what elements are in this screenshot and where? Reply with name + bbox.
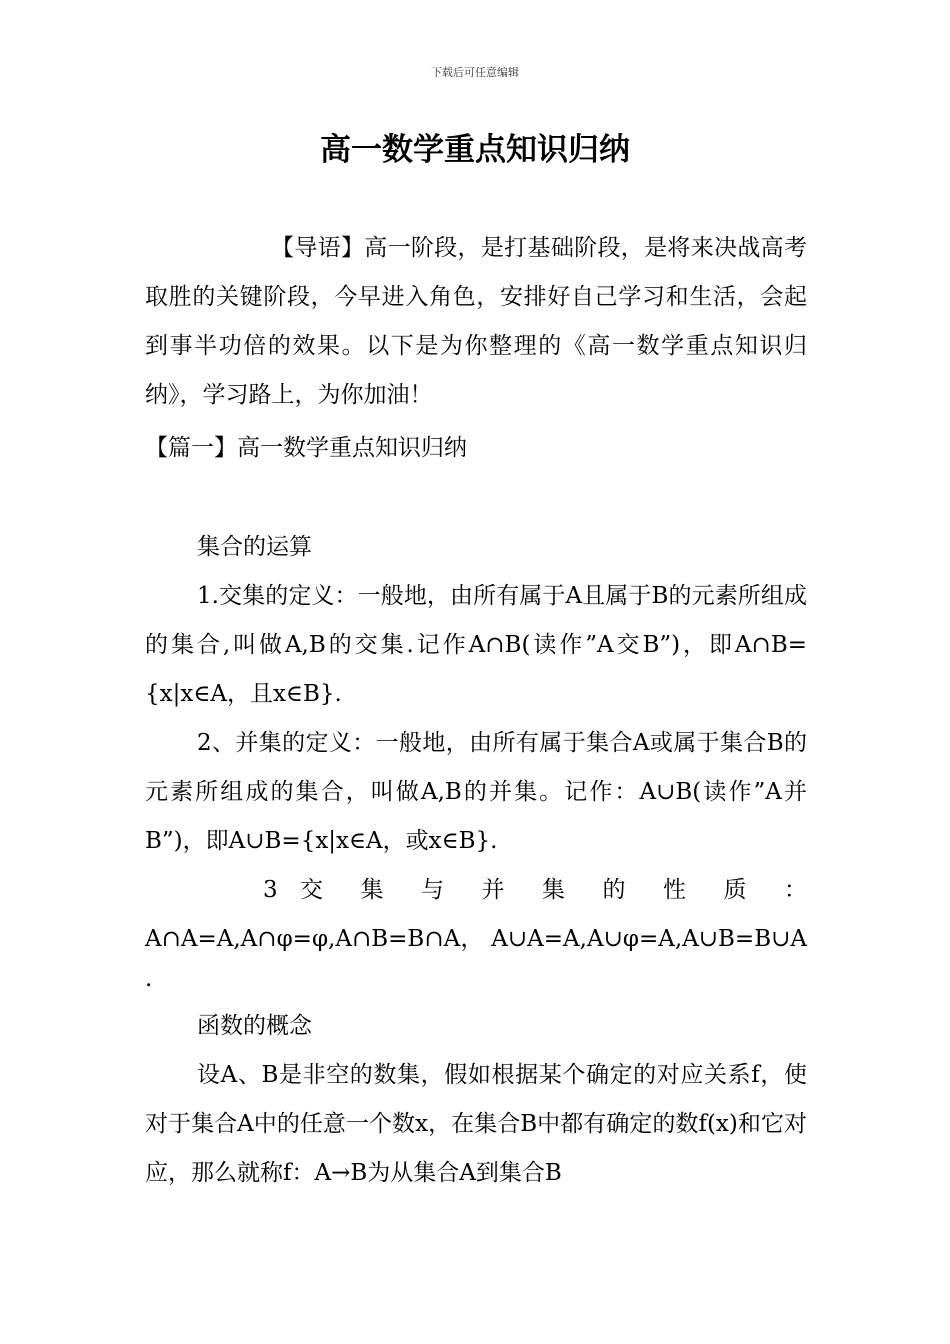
subheading-sets: 集合的运算: [197, 534, 312, 560]
paragraph-intersection: 1.交集的定义：一般地，由所有属于A且属于B的元素所组成的集合,叫做A,B的交集.记作A∩B(读作”A交B”)，即A∩B={x|x∈A，且x∈B}.: [145, 583, 807, 707]
paragraph-properties-label: 3 交 集 与 并 集 的 性 质 ：: [263, 877, 807, 903]
section-heading: 【篇一】高一数学重点知识归纳: [145, 435, 467, 461]
body-block: [145, 523, 807, 1198]
subheading-function: 函数的概念: [197, 1013, 312, 1039]
paragraph-properties-formula: A∩A=A,A∩φ=φ,A∩B=B∩A， A∪A=A,A∪φ=A,A∪B=B∪A: [145, 926, 807, 952]
intro-paragraph: 【导语】高一阶段，是打基础阶段，是将来决战高考取胜的关键阶段，今早进入角色，安排好自己学习和生活，会起到事半功倍的效果。以下是为你整理的《高一数学重点知识归纳》，学习路上，为你加油！: [145, 235, 807, 408]
paragraph-properties-end: .: [145, 966, 153, 992]
paragraph-union: 2、并集的定义：一般地，由所有属于集合A或属于集合B的元素所组成的集合，叫做A,B的并集。记作：A∪B(读作”A并B”)，即A∪B={x|x∈A，或x∈B}.: [145, 730, 807, 854]
page-title: 高一数学重点知识归纳: [320, 132, 630, 168]
intro-block: [145, 224, 807, 420]
paragraph-function: 设A、B是非空的数集，假如根据某个确定的对应关系f，使对于集合A中的任意一个数x，在集合B中都有确定的数f(x)和它对应，那么就称f：A→B为从集合A到集合B: [145, 1062, 807, 1186]
header-note: 下载后可任意编辑: [431, 66, 519, 79]
